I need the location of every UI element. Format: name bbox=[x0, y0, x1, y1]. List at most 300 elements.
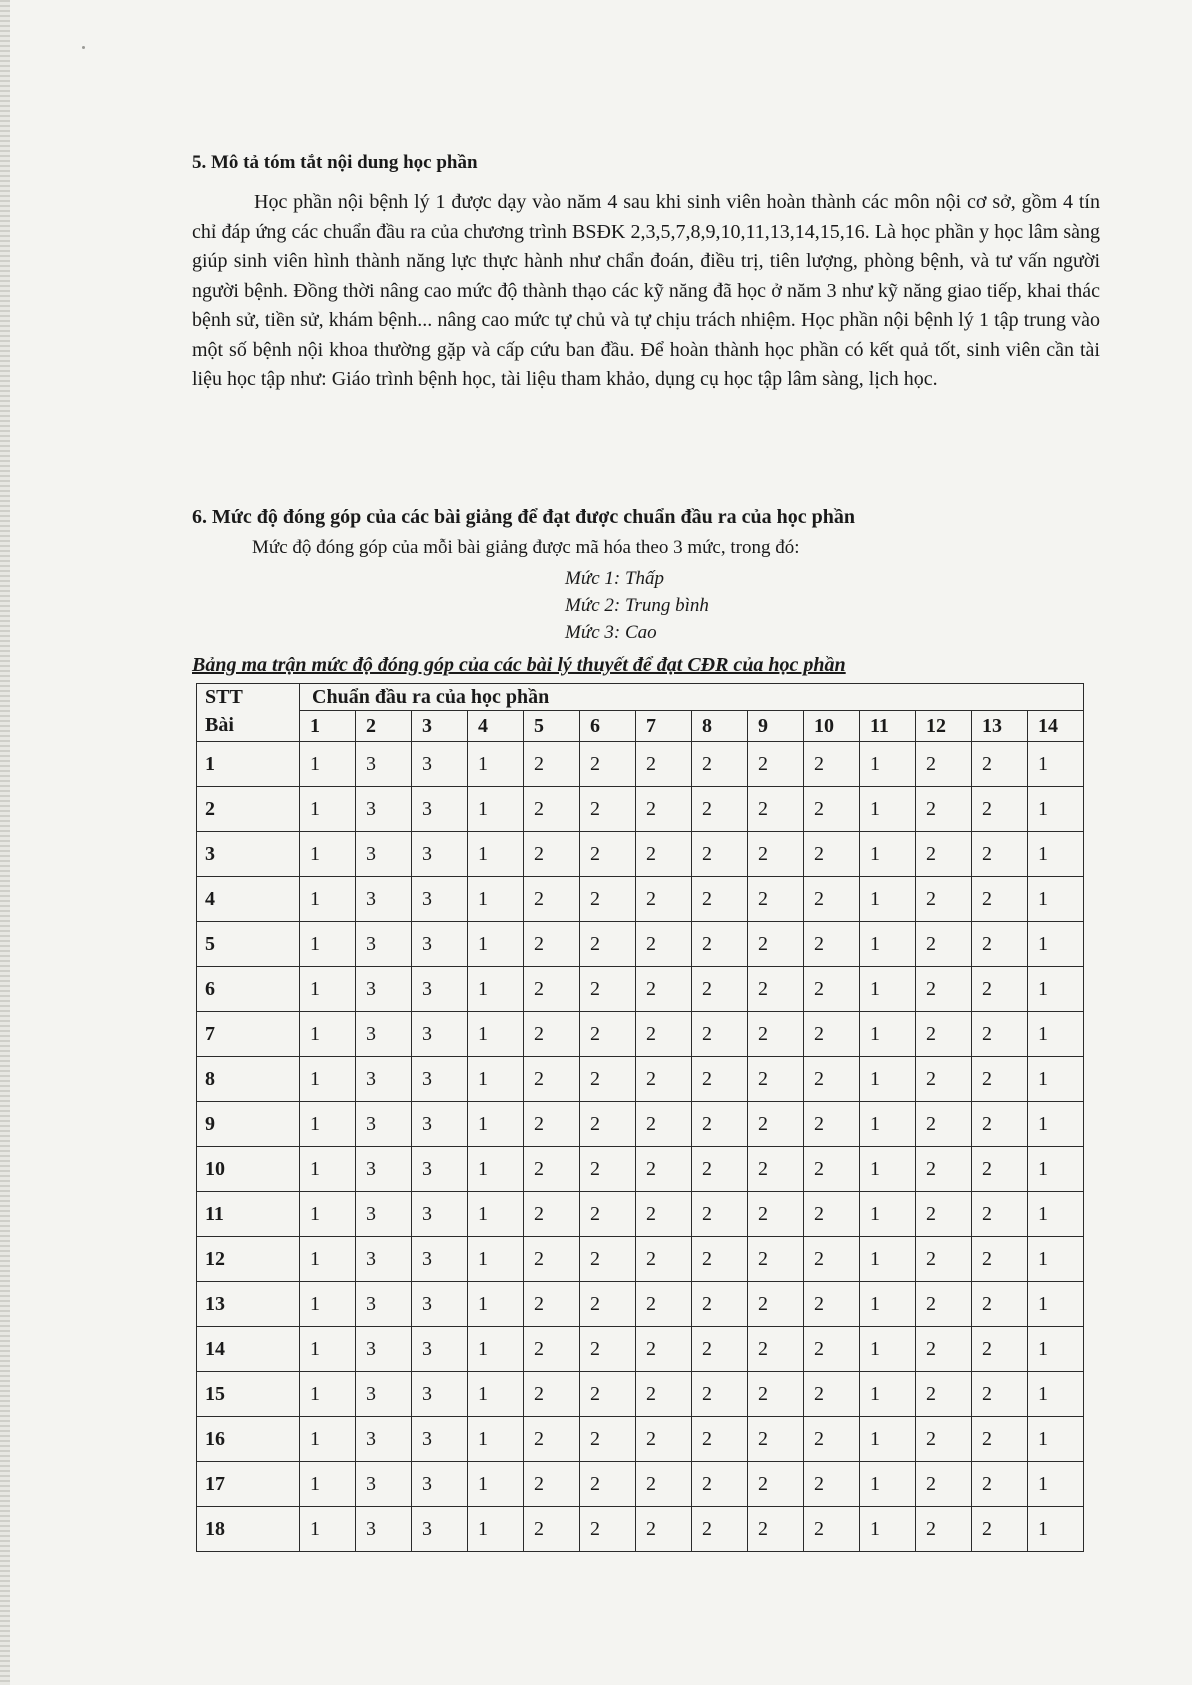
table-row bbox=[197, 877, 1084, 922]
section-6-intro: Mức độ đóng góp của mỗi bài giảng được mã hóa theo 3 mức, trong đó: bbox=[252, 537, 800, 558]
contribution-level-cell: 2 bbox=[972, 1327, 1028, 1372]
contribution-level-cell: 1 bbox=[1028, 787, 1084, 832]
contribution-level-cell: 1 bbox=[860, 1327, 916, 1372]
contribution-level-cell: 1 bbox=[468, 1057, 524, 1102]
outcome-column-header: 2 bbox=[356, 711, 412, 742]
contribution-level-cell: 2 bbox=[916, 742, 972, 787]
contribution-level-cell: 1 bbox=[860, 832, 916, 877]
contribution-level-cell: 3 bbox=[412, 1057, 468, 1102]
contribution-level-cell: 2 bbox=[692, 1417, 748, 1462]
outcome-column-header: 11 bbox=[860, 711, 916, 742]
contribution-level-cell: 2 bbox=[580, 1012, 636, 1057]
contribution-level-cell: 2 bbox=[580, 742, 636, 787]
contribution-level-cell: 2 bbox=[972, 1012, 1028, 1057]
scan-edge bbox=[0, 0, 10, 1685]
contribution-level-cell: 1 bbox=[860, 1192, 916, 1237]
contribution-level-cell: 3 bbox=[412, 1192, 468, 1237]
contribution-level-cell: 1 bbox=[468, 1192, 524, 1237]
contribution-level-cell: 2 bbox=[916, 1012, 972, 1057]
contribution-level-cell: 2 bbox=[916, 787, 972, 832]
lesson-number-cell: 3 bbox=[197, 832, 300, 877]
contribution-level-cell: 2 bbox=[748, 1012, 804, 1057]
contribution-level-cell: 2 bbox=[524, 1372, 580, 1417]
contribution-level-cell: 2 bbox=[972, 1192, 1028, 1237]
contribution-level-cell: 2 bbox=[636, 1282, 692, 1327]
contribution-level-cell: 2 bbox=[636, 1057, 692, 1102]
contribution-level-cell: 1 bbox=[468, 787, 524, 832]
contribution-level-cell: 1 bbox=[300, 787, 356, 832]
contribution-level-cell: 2 bbox=[972, 1057, 1028, 1102]
contribution-level-cell: 2 bbox=[692, 1102, 748, 1147]
contribution-level-cell: 2 bbox=[524, 1147, 580, 1192]
contribution-level-cell: 3 bbox=[356, 1282, 412, 1327]
table-caption: Bảng ma trận mức độ đóng góp của các bài lý thuyết để đạt CĐR của học phần bbox=[192, 654, 846, 676]
contribution-level-cell: 2 bbox=[748, 1372, 804, 1417]
contribution-level-cell: 1 bbox=[468, 1507, 524, 1552]
contribution-level-cell: 2 bbox=[748, 1417, 804, 1462]
contribution-level-cell: 2 bbox=[692, 787, 748, 832]
contribution-level-cell: 2 bbox=[692, 1192, 748, 1237]
outcome-column-header: 10 bbox=[804, 711, 860, 742]
contribution-level-cell: 2 bbox=[636, 1192, 692, 1237]
contribution-level-cell: 2 bbox=[580, 1147, 636, 1192]
table-row bbox=[197, 742, 1084, 787]
table-row bbox=[197, 787, 1084, 832]
lesson-number-cell: 2 bbox=[197, 787, 300, 832]
contribution-level-cell: 2 bbox=[916, 877, 972, 922]
contribution-level-cell: 3 bbox=[412, 787, 468, 832]
table-row bbox=[197, 1147, 1084, 1192]
outcome-column-header: 9 bbox=[748, 711, 804, 742]
contribution-level-cell: 2 bbox=[692, 877, 748, 922]
contribution-level-cell: 2 bbox=[804, 1507, 860, 1552]
contribution-level-cell: 1 bbox=[1028, 1057, 1084, 1102]
contribution-level-cell: 1 bbox=[300, 1372, 356, 1417]
contribution-level-cell: 1 bbox=[300, 922, 356, 967]
contribution-level-cell: 1 bbox=[1028, 832, 1084, 877]
lesson-number-cell: 16 bbox=[197, 1417, 300, 1462]
contribution-level-cell: 1 bbox=[300, 877, 356, 922]
contribution-level-cell: 2 bbox=[580, 1237, 636, 1282]
contribution-level-cell: 2 bbox=[916, 1462, 972, 1507]
table-row bbox=[197, 1102, 1084, 1147]
contribution-level-cell: 2 bbox=[748, 967, 804, 1012]
contribution-level-cell: 2 bbox=[636, 742, 692, 787]
contribution-level-cell: 1 bbox=[860, 787, 916, 832]
lesson-number-cell: 5 bbox=[197, 922, 300, 967]
table-row bbox=[197, 1057, 1084, 1102]
table-row bbox=[197, 832, 1084, 877]
contribution-level-cell: 2 bbox=[748, 1192, 804, 1237]
lesson-number-cell: 1 bbox=[197, 742, 300, 787]
contribution-level-cell: 2 bbox=[524, 1462, 580, 1507]
contribution-level-cell: 2 bbox=[636, 1147, 692, 1192]
contribution-level-cell: 2 bbox=[692, 742, 748, 787]
contribution-level-cell: 3 bbox=[412, 1282, 468, 1327]
outcomes-span-header: Chuẩn đầu ra của học phần bbox=[300, 684, 1084, 711]
contribution-level-cell: 1 bbox=[468, 922, 524, 967]
contribution-level-cell: 1 bbox=[1028, 1102, 1084, 1147]
contribution-level-cell: 2 bbox=[692, 1372, 748, 1417]
contribution-level-cell: 2 bbox=[524, 1507, 580, 1552]
contribution-level-cell: 3 bbox=[356, 967, 412, 1012]
contribution-level-cell: 1 bbox=[300, 1057, 356, 1102]
table-row bbox=[197, 1237, 1084, 1282]
contribution-level-cell: 2 bbox=[692, 1462, 748, 1507]
contribution-level-cell: 2 bbox=[748, 1237, 804, 1282]
contribution-level-cell: 2 bbox=[580, 1057, 636, 1102]
contribution-level-cell: 1 bbox=[860, 1417, 916, 1462]
contribution-level-cell: 1 bbox=[1028, 1507, 1084, 1552]
outcome-column-header: 4 bbox=[468, 711, 524, 742]
contribution-level-cell: 2 bbox=[580, 1282, 636, 1327]
section-5-paragraph: Học phần nội bệnh lý 1 được dạy vào năm 4 sau khi sinh viên hoàn thành các môn nội cơ sở, gồm 4 tín chỉ đáp ứng các chuẩn đầu ra của chương trình BSĐK 2,3,5,7,8,9,10,11,13,14,15,16. Là học phần y học lâm sàng giúp sinh viên hình thành năng lực thực hành như chẩn đoán, điều trị, tiên lượng, phòng bệnh, và tư vấn người người bệnh. Đồng thời nâng cao mức độ thành thạo các kỹ năng đã học ở năm 3 như kỹ năng giao tiếp, khai thác bệnh sử, tiền sử, khám bệnh... nâng cao mức tự chủ và tự chịu trách nhiệm. Học phần nội bệnh lý 1 tập trung vào một số bệnh nội khoa thường gặp và cấp cứu ban đầu. Để hoàn thành học phần có kết quả tốt, sinh viên cần tài liệu học tập như: Giáo trình bệnh học, tài liệu tham khảo, dụng cụ học tập lâm sàng, lịch học. bbox=[192, 191, 1100, 390]
contribution-level-cell: 1 bbox=[1028, 1147, 1084, 1192]
contribution-level-cell: 1 bbox=[300, 1192, 356, 1237]
contribution-level-cell: 3 bbox=[412, 922, 468, 967]
contribution-level-cell: 1 bbox=[468, 877, 524, 922]
outcome-column-header: 8 bbox=[692, 711, 748, 742]
contribution-level-cell: 2 bbox=[748, 1462, 804, 1507]
contribution-level-cell: 1 bbox=[468, 1282, 524, 1327]
contribution-level-cell: 2 bbox=[748, 1507, 804, 1552]
contribution-level-cell: 2 bbox=[692, 967, 748, 1012]
lesson-number-cell: 11 bbox=[197, 1192, 300, 1237]
contribution-level-cell: 2 bbox=[916, 1147, 972, 1192]
contribution-level-cell: 1 bbox=[860, 1102, 916, 1147]
contribution-level-cell: 2 bbox=[636, 1372, 692, 1417]
contribution-level-cell: 2 bbox=[748, 1102, 804, 1147]
contribution-level-cell: 3 bbox=[412, 1462, 468, 1507]
contribution-level-cell: 1 bbox=[300, 1417, 356, 1462]
outcome-column-header: 12 bbox=[916, 711, 972, 742]
lesson-number-cell: 13 bbox=[197, 1282, 300, 1327]
contribution-level-cell: 2 bbox=[804, 742, 860, 787]
contribution-level-cell: 3 bbox=[356, 1327, 412, 1372]
contribution-level-cell: 2 bbox=[804, 1057, 860, 1102]
contribution-level-cell: 2 bbox=[804, 877, 860, 922]
contribution-level-cell: 2 bbox=[804, 1147, 860, 1192]
contribution-matrix-table bbox=[196, 683, 1084, 1552]
contribution-level-cell: 3 bbox=[412, 832, 468, 877]
contribution-level-cell: 1 bbox=[300, 1507, 356, 1552]
contribution-level-cell: 3 bbox=[356, 1372, 412, 1417]
contribution-level-cell: 3 bbox=[356, 922, 412, 967]
contribution-level-cell: 1 bbox=[300, 1282, 356, 1327]
section-5-heading: 5. Mô tả tóm tắt nội dung học phần bbox=[192, 152, 478, 173]
contribution-level-cell: 2 bbox=[916, 1237, 972, 1282]
contribution-level-cell: 2 bbox=[748, 787, 804, 832]
contribution-level-cell: 2 bbox=[524, 877, 580, 922]
contribution-level-cell: 1 bbox=[300, 1327, 356, 1372]
contribution-level-cell: 2 bbox=[972, 742, 1028, 787]
contribution-level-cell: 2 bbox=[916, 1192, 972, 1237]
contribution-level-cell: 2 bbox=[580, 1417, 636, 1462]
contribution-level-cell: 2 bbox=[524, 922, 580, 967]
contribution-level-cell: 2 bbox=[804, 1192, 860, 1237]
contribution-level-cell: 1 bbox=[300, 742, 356, 787]
contribution-level-cell: 2 bbox=[636, 1462, 692, 1507]
contribution-level-cell: 1 bbox=[860, 1462, 916, 1507]
contribution-level-cell: 2 bbox=[804, 1417, 860, 1462]
contribution-level-cell: 2 bbox=[524, 1102, 580, 1147]
contribution-level-cell: 1 bbox=[860, 742, 916, 787]
contribution-level-cell: 2 bbox=[972, 1507, 1028, 1552]
contribution-level-cell: 2 bbox=[636, 1237, 692, 1282]
contribution-level-cell: 1 bbox=[468, 1417, 524, 1462]
contribution-level-cell: 3 bbox=[412, 1507, 468, 1552]
table-row bbox=[197, 1372, 1084, 1417]
lesson-number-cell: 12 bbox=[197, 1237, 300, 1282]
contribution-level-cell: 2 bbox=[804, 1327, 860, 1372]
contribution-level-cell: 2 bbox=[804, 1372, 860, 1417]
outcome-column-header: 6 bbox=[580, 711, 636, 742]
contribution-level-cell: 2 bbox=[748, 1327, 804, 1372]
contribution-level-cell: 2 bbox=[804, 787, 860, 832]
contribution-level-cell: 2 bbox=[804, 922, 860, 967]
contribution-level-cell: 2 bbox=[692, 832, 748, 877]
lesson-number-cell: 8 bbox=[197, 1057, 300, 1102]
contribution-level-cell: 2 bbox=[972, 832, 1028, 877]
table-row bbox=[197, 1192, 1084, 1237]
contribution-level-cell: 1 bbox=[860, 922, 916, 967]
contribution-level-cell: 1 bbox=[860, 877, 916, 922]
contribution-level-cell: 2 bbox=[972, 922, 1028, 967]
contribution-level-cell: 1 bbox=[860, 1237, 916, 1282]
scan-speck bbox=[82, 46, 85, 49]
contribution-level-cell: 2 bbox=[748, 922, 804, 967]
level-list bbox=[565, 565, 709, 646]
contribution-level-cell: 2 bbox=[524, 1237, 580, 1282]
contribution-level-cell: 1 bbox=[1028, 742, 1084, 787]
contribution-level-cell: 1 bbox=[300, 1237, 356, 1282]
contribution-level-cell: 1 bbox=[1028, 1237, 1084, 1282]
lesson-number-cell: 10 bbox=[197, 1147, 300, 1192]
contribution-level-cell: 1 bbox=[300, 1102, 356, 1147]
contribution-level-cell: 3 bbox=[356, 877, 412, 922]
contribution-level-cell: 1 bbox=[468, 967, 524, 1012]
contribution-level-cell: 2 bbox=[804, 832, 860, 877]
contribution-level-cell: 1 bbox=[860, 1507, 916, 1552]
contribution-level-cell: 1 bbox=[1028, 1372, 1084, 1417]
contribution-level-cell: 2 bbox=[524, 967, 580, 1012]
outcome-column-header: 3 bbox=[412, 711, 468, 742]
contribution-level-cell: 2 bbox=[636, 787, 692, 832]
outcome-column-header: 1 bbox=[300, 711, 356, 742]
contribution-level-cell: 2 bbox=[748, 1057, 804, 1102]
contribution-level-cell: 3 bbox=[356, 1147, 412, 1192]
contribution-level-cell: 3 bbox=[356, 832, 412, 877]
contribution-level-cell: 3 bbox=[356, 742, 412, 787]
contribution-level-cell: 1 bbox=[468, 1012, 524, 1057]
level-item: Mức 3: Cao bbox=[565, 622, 657, 643]
table-row bbox=[197, 922, 1084, 967]
contribution-level-cell: 1 bbox=[1028, 1012, 1084, 1057]
contribution-level-cell: 1 bbox=[1028, 1327, 1084, 1372]
contribution-level-cell: 2 bbox=[804, 1237, 860, 1282]
contribution-level-cell: 2 bbox=[692, 1282, 748, 1327]
contribution-level-cell: 3 bbox=[356, 1462, 412, 1507]
contribution-level-cell: 3 bbox=[356, 1507, 412, 1552]
contribution-level-cell: 2 bbox=[580, 1507, 636, 1552]
lesson-number-cell: 17 bbox=[197, 1462, 300, 1507]
stt-header: STT bbox=[197, 684, 300, 711]
contribution-level-cell: 2 bbox=[804, 1012, 860, 1057]
contribution-level-cell: 1 bbox=[1028, 877, 1084, 922]
contribution-level-cell: 2 bbox=[916, 1327, 972, 1372]
contribution-level-cell: 2 bbox=[636, 967, 692, 1012]
contribution-level-cell: 2 bbox=[524, 1012, 580, 1057]
contribution-level-cell: 2 bbox=[524, 1057, 580, 1102]
contribution-level-cell: 1 bbox=[468, 1462, 524, 1507]
contribution-level-cell: 2 bbox=[972, 1237, 1028, 1282]
contribution-level-cell: 1 bbox=[300, 1012, 356, 1057]
contribution-level-cell: 1 bbox=[860, 1012, 916, 1057]
contribution-level-cell: 3 bbox=[412, 967, 468, 1012]
contribution-level-cell: 2 bbox=[524, 832, 580, 877]
contribution-level-cell: 2 bbox=[580, 877, 636, 922]
contribution-level-cell: 2 bbox=[804, 967, 860, 1012]
contribution-level-cell: 2 bbox=[972, 967, 1028, 1012]
contribution-level-cell: 2 bbox=[972, 1102, 1028, 1147]
contribution-level-cell: 2 bbox=[636, 922, 692, 967]
contribution-level-cell: 1 bbox=[468, 742, 524, 787]
contribution-level-cell: 2 bbox=[692, 1237, 748, 1282]
contribution-level-cell: 2 bbox=[524, 1417, 580, 1462]
contribution-level-cell: 1 bbox=[1028, 922, 1084, 967]
contribution-level-cell: 1 bbox=[468, 1237, 524, 1282]
contribution-level-cell: 2 bbox=[580, 1372, 636, 1417]
contribution-level-cell: 3 bbox=[412, 877, 468, 922]
contribution-level-cell: 2 bbox=[972, 787, 1028, 832]
contribution-level-cell: 2 bbox=[916, 1417, 972, 1462]
contribution-level-cell: 1 bbox=[860, 1057, 916, 1102]
contribution-level-cell: 2 bbox=[580, 1327, 636, 1372]
contribution-level-cell: 2 bbox=[748, 1282, 804, 1327]
contribution-level-cell: 3 bbox=[412, 1102, 468, 1147]
contribution-level-cell: 3 bbox=[412, 742, 468, 787]
contribution-level-cell: 1 bbox=[1028, 1462, 1084, 1507]
contribution-level-cell: 2 bbox=[524, 742, 580, 787]
contribution-level-cell: 2 bbox=[804, 1462, 860, 1507]
bai-header: Bài bbox=[197, 711, 300, 742]
contribution-level-cell: 3 bbox=[356, 1237, 412, 1282]
contribution-level-cell: 2 bbox=[580, 1102, 636, 1147]
contribution-level-cell: 2 bbox=[580, 1192, 636, 1237]
contribution-level-cell: 1 bbox=[860, 1282, 916, 1327]
lesson-number-cell: 4 bbox=[197, 877, 300, 922]
contribution-level-cell: 2 bbox=[636, 1102, 692, 1147]
contribution-level-cell: 3 bbox=[412, 1147, 468, 1192]
level-item: Mức 2: Trung bình bbox=[565, 595, 709, 616]
contribution-level-cell: 1 bbox=[300, 832, 356, 877]
contribution-level-cell: 2 bbox=[972, 1282, 1028, 1327]
contribution-level-cell: 1 bbox=[468, 1147, 524, 1192]
table-row bbox=[197, 1012, 1084, 1057]
outcome-column-header: 5 bbox=[524, 711, 580, 742]
contribution-level-cell: 1 bbox=[1028, 967, 1084, 1012]
contribution-level-cell: 1 bbox=[468, 1372, 524, 1417]
contribution-level-cell: 2 bbox=[692, 1012, 748, 1057]
contribution-level-cell: 2 bbox=[580, 832, 636, 877]
contribution-level-cell: 1 bbox=[1028, 1282, 1084, 1327]
contribution-level-cell: 2 bbox=[916, 832, 972, 877]
contribution-level-cell: 2 bbox=[636, 1417, 692, 1462]
contribution-level-cell: 2 bbox=[580, 922, 636, 967]
contribution-level-cell: 3 bbox=[356, 1417, 412, 1462]
contribution-level-cell: 3 bbox=[412, 1372, 468, 1417]
contribution-level-cell: 2 bbox=[804, 1102, 860, 1147]
lesson-number-cell: 9 bbox=[197, 1102, 300, 1147]
contribution-level-cell: 1 bbox=[300, 1462, 356, 1507]
contribution-level-cell: 2 bbox=[916, 1507, 972, 1552]
contribution-level-cell: 2 bbox=[972, 877, 1028, 922]
contribution-level-cell: 2 bbox=[916, 922, 972, 967]
contribution-level-cell: 2 bbox=[524, 1327, 580, 1372]
contribution-level-cell: 3 bbox=[412, 1237, 468, 1282]
lesson-number-cell: 15 bbox=[197, 1372, 300, 1417]
contribution-level-cell: 2 bbox=[636, 832, 692, 877]
table-row bbox=[197, 1417, 1084, 1462]
contribution-level-cell: 2 bbox=[692, 1147, 748, 1192]
contribution-level-cell: 2 bbox=[692, 922, 748, 967]
contribution-level-cell: 2 bbox=[636, 877, 692, 922]
table-row bbox=[197, 1507, 1084, 1552]
contribution-level-cell: 2 bbox=[748, 877, 804, 922]
contribution-level-cell: 2 bbox=[748, 742, 804, 787]
contribution-level-cell: 1 bbox=[1028, 1192, 1084, 1237]
contribution-level-cell: 3 bbox=[412, 1327, 468, 1372]
outcome-column-header: 14 bbox=[1028, 711, 1084, 742]
contribution-level-cell: 2 bbox=[748, 1147, 804, 1192]
contribution-level-cell: 2 bbox=[972, 1417, 1028, 1462]
contribution-level-cell: 3 bbox=[412, 1012, 468, 1057]
contribution-level-cell: 3 bbox=[356, 1012, 412, 1057]
contribution-level-cell: 1 bbox=[468, 832, 524, 877]
contribution-level-cell: 2 bbox=[636, 1327, 692, 1372]
contribution-level-cell: 2 bbox=[972, 1372, 1028, 1417]
contribution-level-cell: 1 bbox=[860, 1372, 916, 1417]
contribution-level-cell: 1 bbox=[468, 1102, 524, 1147]
contribution-level-cell: 1 bbox=[300, 967, 356, 1012]
contribution-level-cell: 2 bbox=[580, 787, 636, 832]
contribution-level-cell: 1 bbox=[468, 1327, 524, 1372]
table-row bbox=[197, 967, 1084, 1012]
section-6-heading: 6. Mức độ đóng góp của các bài giảng để đạt được chuẩn đầu ra của học phần bbox=[192, 506, 855, 528]
outcome-column-header: 13 bbox=[972, 711, 1028, 742]
table-row bbox=[197, 1327, 1084, 1372]
contribution-level-cell: 2 bbox=[916, 1372, 972, 1417]
contribution-level-cell: 2 bbox=[916, 1282, 972, 1327]
contribution-level-cell: 1 bbox=[860, 1147, 916, 1192]
contribution-level-cell: 3 bbox=[356, 1057, 412, 1102]
lesson-number-cell: 6 bbox=[197, 967, 300, 1012]
contribution-level-cell: 2 bbox=[636, 1012, 692, 1057]
table-row bbox=[197, 1282, 1084, 1327]
lesson-number-cell: 14 bbox=[197, 1327, 300, 1372]
level-item: Mức 1: Thấp bbox=[565, 568, 665, 589]
contribution-level-cell: 2 bbox=[916, 967, 972, 1012]
contribution-level-cell: 2 bbox=[524, 1282, 580, 1327]
table-column-header-row bbox=[197, 711, 1084, 742]
contribution-level-cell: 1 bbox=[860, 967, 916, 1012]
contribution-level-cell: 2 bbox=[916, 1102, 972, 1147]
contribution-level-cell: 2 bbox=[580, 1462, 636, 1507]
contribution-level-cell: 2 bbox=[636, 1507, 692, 1552]
contribution-level-cell: 2 bbox=[524, 1192, 580, 1237]
contribution-level-cell: 2 bbox=[804, 1282, 860, 1327]
outcome-column-header: 7 bbox=[636, 711, 692, 742]
